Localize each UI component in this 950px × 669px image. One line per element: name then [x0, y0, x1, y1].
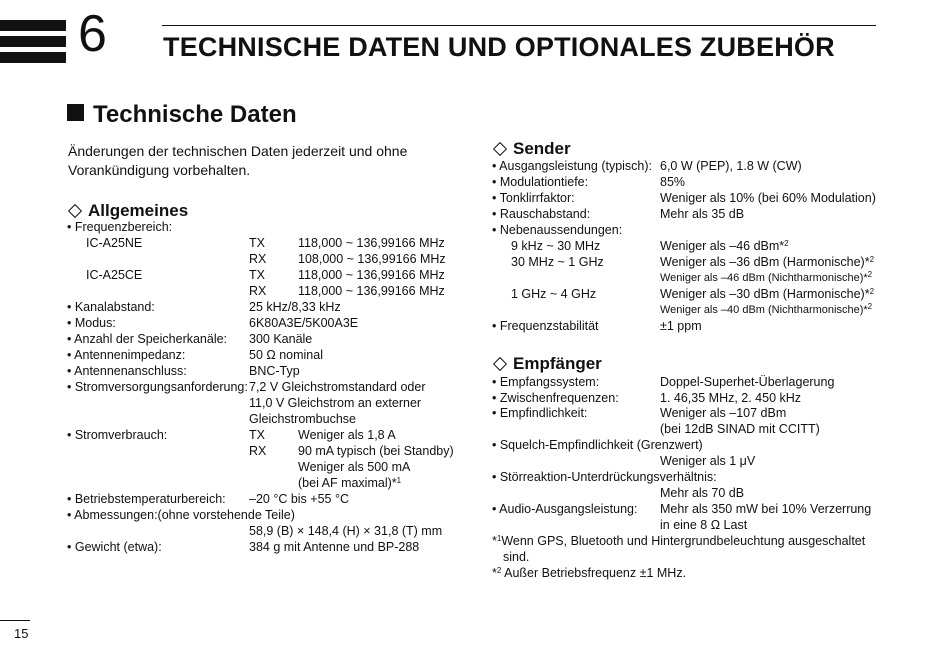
spec-label: • Ausgangsleistung (typisch):: [492, 159, 653, 173]
spec-label: • Zwischenfrequenzen:: [492, 391, 619, 405]
spec-label: • Antennenimpedanz:: [67, 348, 186, 362]
diamond-icon: [493, 141, 507, 155]
spec-value: Weniger als –107 dBm: [660, 406, 787, 420]
chapter-number: 6: [78, 5, 107, 63]
spec-label: • Modus:: [67, 316, 116, 330]
spec-value: 384 g mit Antenne und BP-288: [249, 540, 420, 554]
spec-value: 118,000 ~ 136,99166 MHz: [298, 284, 445, 298]
spec-value: 58,9 (B) × 148,4 (H) × 31,8 (T) mm: [249, 524, 443, 538]
footnote-ref: 2: [784, 239, 789, 248]
header-bar-top: [0, 20, 66, 31]
spec-label: • Empfangssystem:: [492, 375, 600, 389]
spec-label: • Abmessungen:(ohne vorstehende Teile): [67, 508, 295, 522]
spec-value: Weniger als 10% (bei 60% Modulation): [660, 191, 876, 205]
spec-label: • Frequenzbereich:: [67, 220, 173, 234]
spec-label: • Tonklirrfaktor:: [492, 191, 575, 205]
intro-line: Vorankündigung vorbehalten.: [68, 162, 251, 178]
spec-label: • Modulationtiefe:: [492, 175, 589, 189]
footnote-ref: 2: [869, 255, 875, 264]
section-title-text: Technische Daten: [93, 101, 297, 128]
model-label: IC-A25NE: [86, 236, 143, 250]
spec-value: Mehr als 70 dB: [660, 486, 745, 500]
spec-value: Weniger als 1 μV: [660, 454, 756, 468]
spec-value: 11,0 V Gleichstrom an externer: [249, 396, 422, 410]
spec-value-text: (bei AF maximal)*: [298, 476, 397, 490]
footnote-text: Wenn GPS, Bluetooth und Hintergrundbeleuchtung ausgeschaltet: [501, 534, 866, 548]
chapter-title: TECHNISCHE DATEN UND OPTIONALES ZUBEHÖR: [163, 32, 835, 62]
spec-label: • Gewicht (etwa):: [67, 540, 162, 554]
spec-label: • Empfindlichkeit:: [492, 406, 588, 420]
spec-label: • Rauschabstand:: [492, 207, 591, 221]
subsection-title: Sender: [513, 139, 571, 158]
spec-value: 6K80A3E/5K00A3E: [249, 316, 359, 330]
spec-value-text: Weniger als –46 dBm (Nichtharmonische)*: [660, 272, 868, 284]
spec-label: • Nebenaussendungen:: [492, 223, 623, 237]
model-label: IC-A25CE: [86, 268, 143, 282]
spec-value: [660, 254, 874, 270]
spec-value: Mehr als 35 dB: [660, 207, 745, 221]
spec-label: • Frequenzstabilität: [492, 319, 599, 333]
footnote-1: *$^1$Wenn GPS, Bluetooth und Hintergrundbeleuchtung ausgeschaltet: [492, 534, 866, 548]
header-bar-bottom: [0, 52, 66, 63]
intro-text: [68, 142, 407, 180]
spec-label: • Kanalabstand:: [67, 300, 155, 314]
spec-value: Weniger als 500 mA: [298, 460, 411, 474]
spec-value: 300 Kanäle: [249, 332, 313, 346]
spec-value: (bei 12dB SINAD mit CCITT): [660, 422, 820, 436]
spec-value: 50 Ω nominal: [249, 348, 323, 362]
footnote-text: Außer Betriebsfrequenz ±1 MHz.: [501, 566, 687, 580]
range-label: 1 GHz ~ 4 GHz: [511, 287, 597, 301]
spec-label: • Audio-Ausgangsleistung:: [492, 502, 638, 516]
spec-value: [660, 238, 789, 254]
spec-value: Mehr als 350 mW bei 10% Verzerrung: [660, 502, 872, 516]
spec-value-text: Weniger als –36 dBm (Harmonische)*: [660, 255, 870, 269]
spec-value: 25 kHz/8,33 kHz: [249, 300, 341, 314]
header-bar-middle: [0, 36, 66, 47]
tx-label: TX: [249, 428, 265, 442]
spec-value: –20 °C bis +55 °C: [249, 492, 349, 506]
spec-value: [660, 270, 872, 286]
section-square-icon: [67, 104, 84, 121]
spec-value: [660, 302, 872, 318]
footnote-mark: 2: [496, 566, 502, 575]
spec-value: ±1 ppm: [660, 319, 702, 333]
spec-value: 6,0 W (PEP), 1.8 W (CW): [660, 159, 802, 173]
range-label: 9 kHz ~ 30 MHz: [511, 239, 601, 253]
spec-value: in eine 8 Ω Last: [660, 518, 748, 532]
subsection-empfaenger: [492, 354, 602, 374]
tx-label: TX: [249, 268, 265, 282]
rx-label: RX: [249, 284, 267, 298]
footnote-ref: 2: [867, 302, 873, 311]
spec-label: • Anzahl der Speicherkanäle:: [67, 332, 228, 346]
subsection-title: Allgemeines: [88, 201, 189, 220]
subsection-allgemeines: [67, 201, 188, 221]
subsection-sender: [492, 139, 571, 159]
spec-value-text: Weniger als –46 dBm*: [660, 239, 785, 253]
spec-value: 118,000 ~ 136,99166 MHz: [298, 236, 445, 250]
spec-value-text: Weniger als –30 dBm (Harmonische)*: [660, 287, 870, 301]
spec-value: 7,2 V Gleichstromstandard oder: [249, 380, 426, 394]
subsection-title: Empfänger: [513, 354, 602, 373]
spec-value: 108,000 ~ 136,99166 MHz: [298, 252, 446, 266]
spec-label: • Betriebstemperaturbereich:: [67, 492, 226, 506]
spec-value: 90 mA typisch (bei Standby): [298, 444, 454, 458]
page-number: 15: [14, 626, 29, 641]
footnote-ref: 2: [869, 287, 875, 296]
tx-label: TX: [249, 236, 265, 250]
header-rule: [162, 25, 876, 26]
spec-value: 1. 46,35 MHz, 2. 450 kHz: [660, 391, 802, 405]
spec-value-text: Weniger als –40 dBm (Nichtharmonische)*: [660, 304, 868, 316]
intro-line: Änderungen der technischen Daten jederzeit und ohne: [68, 143, 408, 159]
spec-label: • Antennenanschluss:: [67, 364, 187, 378]
spec-label: • Stromversorgungsanforderung:: [67, 380, 248, 394]
diamond-icon: [493, 356, 507, 370]
spec-value: 85%: [660, 175, 686, 189]
footnote-ref: 2: [867, 270, 873, 279]
rx-label: RX: [249, 444, 267, 458]
spec-label: • Störreaktion-Unterdrückungsverhältnis:: [492, 470, 717, 484]
footnote-ref: 1: [396, 476, 402, 485]
spec-label: • Squelch-Empfindlichkeit (Grenzwert): [492, 438, 703, 452]
range-label: 30 MHz ~ 1 GHz: [511, 255, 604, 269]
footnote-2: *$^2$ Außer Betriebsfrequenz ±1 MHz.: [492, 566, 687, 580]
footnote-1-cont: sind.: [503, 550, 530, 564]
spec-value: [660, 286, 874, 302]
spec-value: [298, 475, 401, 491]
rx-label: RX: [249, 252, 267, 266]
spec-value: Doppel-Superhet-Überlagerung: [660, 375, 835, 389]
section-title: [67, 101, 297, 129]
footnote-mark: 1: [496, 534, 502, 543]
spec-label: • Stromverbrauch:: [67, 428, 168, 442]
spec-value: 118,000 ~ 136,99166 MHz: [298, 268, 445, 282]
spec-value: BNC-Typ: [249, 364, 300, 378]
page-number-rule: [0, 620, 30, 621]
diamond-icon: [68, 203, 82, 217]
spec-value: Gleichstrombuchse: [249, 412, 356, 426]
spec-value: Weniger als 1,8 A: [298, 428, 396, 442]
